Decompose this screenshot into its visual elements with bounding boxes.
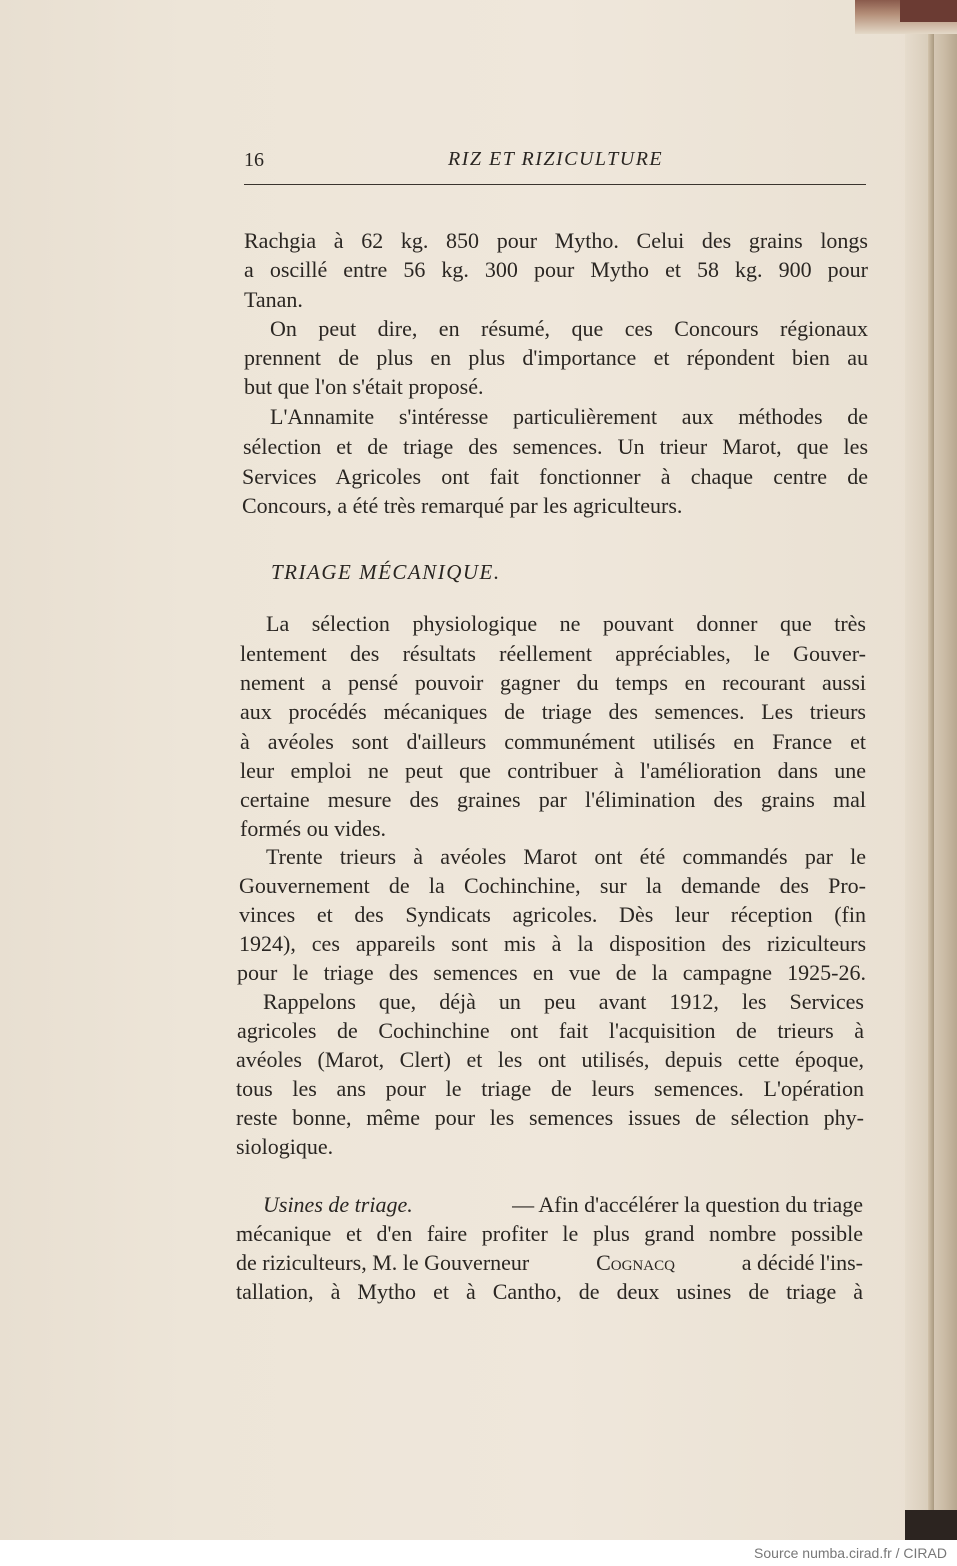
text-line: Trente trieurs à avéoles Marot ont été commandés par le bbox=[266, 844, 866, 869]
text-line: Concours, a été très remarqué par les agriculteurs. bbox=[242, 493, 683, 518]
text-line: reste bonne, même pour les semences issues de sélection phy- bbox=[236, 1105, 864, 1130]
text-line: a décidé l'ins- bbox=[741, 1250, 863, 1275]
text-line: leur emploi ne peut que contribuer à l'amélioration dans une bbox=[240, 758, 866, 783]
book-bottom-shadow bbox=[905, 1510, 957, 1540]
text-line: — Afin d'accélérer la question du triage bbox=[512, 1192, 863, 1217]
text-line: Gouvernement de la Cochinchine, sur la demande des Pro- bbox=[239, 873, 866, 898]
governor-name: Cognacq bbox=[596, 1250, 675, 1275]
text-line: siologique. bbox=[236, 1134, 334, 1159]
text-line: pour le triage des semences en vue de la campagne 1925-26. bbox=[237, 960, 866, 985]
text-line: agricoles de Cochinchine ont fait l'acquisition de trieurs à bbox=[237, 1018, 864, 1043]
text-line: de riziculteurs, M. le Gouverneur bbox=[236, 1250, 530, 1275]
text-line: à avéoles sont d'ailleurs communément utilisés en France et bbox=[240, 729, 866, 754]
text-line: certaine mesure des graines par l'élimination des grains mal bbox=[240, 787, 866, 812]
source-credit: Source numba.cirad.fr / CIRAD bbox=[754, 1545, 947, 1561]
page-number: 16 bbox=[244, 149, 264, 171]
header-rule bbox=[244, 184, 866, 185]
text-line: sélection et de triage des semences. Un trieur Marot, que les bbox=[243, 434, 868, 459]
text-line: vinces et des Syndicats agricoles. Dès leur réception (fin bbox=[239, 902, 866, 927]
text-line: Services Agricoles ont fait fonctionner à chaque centre de bbox=[242, 464, 868, 489]
text-line: mécanique et d'en faire profiter le plus grand nombre possible bbox=[236, 1221, 863, 1246]
text-line: Rachgia à 62 kg. 850 pour Mytho. Celui des grains longs bbox=[244, 228, 868, 253]
text-line: tallation, à Mytho et à Cantho, de deux usines de triage à bbox=[236, 1279, 863, 1304]
text-line: lentement des résultats réellement appréciables, le Gouver- bbox=[240, 641, 866, 666]
text-line: but que l'on s'était proposé. bbox=[244, 374, 484, 399]
section-title: TRIAGE MÉCANIQUE. bbox=[271, 560, 501, 584]
text-line: Rappelons que, déjà un peu avant 1912, les Services bbox=[263, 989, 864, 1014]
page-fold bbox=[928, 30, 934, 1510]
text-line: formés ou vides. bbox=[240, 816, 387, 841]
subheading-line bbox=[263, 1194, 863, 1216]
text-line: avéoles (Marot, Clert) et les ont utilisés, depuis cette époque, bbox=[236, 1047, 864, 1072]
text-line: prennent de plus en plus d'importance et répondent bien au bbox=[244, 345, 868, 370]
running-title: RIZ ET RIZICULTURE bbox=[448, 148, 664, 170]
text-line: On peut dire, en résumé, que ces Concours régionaux bbox=[270, 316, 868, 341]
text-line: tous les ans pour le triage de leurs semences. L'opération bbox=[236, 1076, 864, 1101]
subheading: Usines de triage. bbox=[263, 1192, 413, 1217]
text-line: a oscillé entre 56 kg. 300 pour Mytho et 58 kg. 900 pour bbox=[244, 257, 868, 282]
text-line: L'Annamite s'intéresse particulièrement aux méthodes de bbox=[270, 404, 868, 429]
governor-line bbox=[236, 1252, 863, 1274]
text-line: La sélection physiologique ne pouvant donner que très bbox=[266, 611, 866, 636]
text-line: 1924), ces appareils sont mis à la disposition des riziculteurs bbox=[239, 931, 866, 956]
text-line: nement a pensé pouvoir gagner du temps en recourant aussi bbox=[240, 670, 866, 695]
text-line: Tanan. bbox=[244, 287, 303, 312]
text-line: aux procédés mécaniques de triage des semences. Les trieurs bbox=[240, 699, 866, 724]
book-cover-top-inner bbox=[900, 0, 957, 22]
